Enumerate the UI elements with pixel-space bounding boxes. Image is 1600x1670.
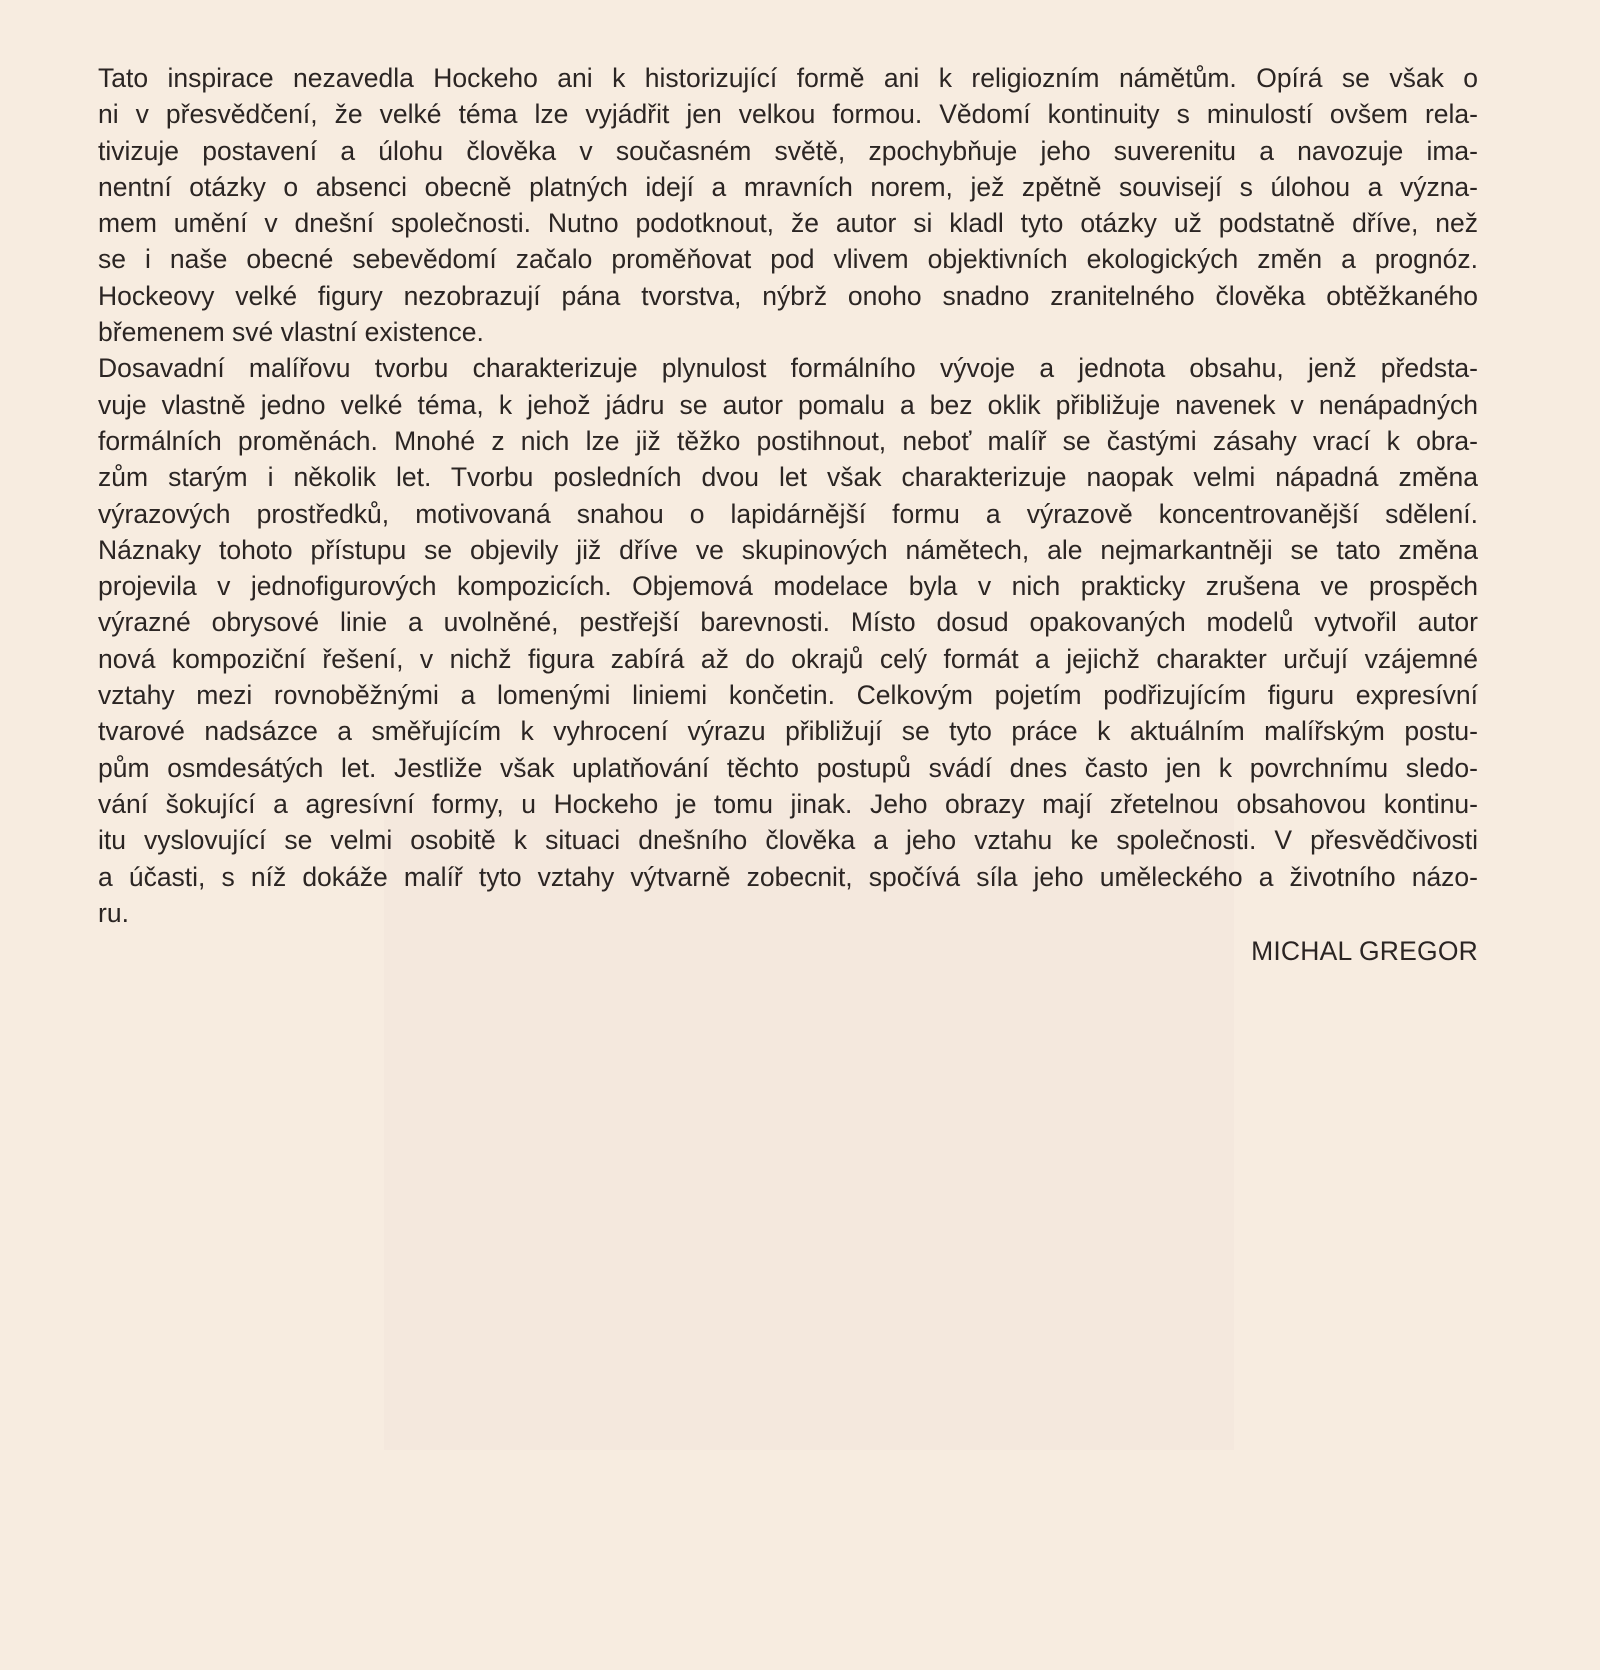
paragraph-1 [98,60,1478,350]
text-line: formálních proměnách. Mnohé z nich lze již těžko postihnout, neboť malíř se častými zásahy vrací k obra- [98,425,1478,456]
text-line: vztahy mezi rovnoběžnými a lomenými liniemi končetin. Celkovým pojetím podřizujícím figuru expresívní [98,680,1478,711]
article-text [98,60,1478,969]
text-line: itu vyslovující se velmi osobitě k situaci dnešního člověka a jeho vztahu ke společnosti. V přesvědčivosti [98,825,1478,856]
text-line: nová kompoziční řešení, v nichž figura zabírá až do okrajů celý formát a jejichž charakter určují vzájemné [98,643,1478,674]
text-line: vuje vlastně jedno velké téma, k jehož jádru se autor pomalu a bez oklik přibližuje navenek v nenápadných [98,389,1478,420]
text-line: ni v přesvědčení, že velké téma lze vyjádřit jen velkou formou. Vědomí kontinuity s minulostí ovšem rela- [98,99,1478,130]
text-line: mem umění v dnešní společnosti. Nutno podotknout, že autor si kladl tyto otázky už podstatně dříve, než [98,208,1478,239]
text-line: výrazových prostředků, motivovaná snahou o lapidárnější formu a výrazově koncentrovanější sdělení. [98,498,1478,529]
text-line: a účasti, s níž dokáže malíř tyto vztahy výtvarně zobecnit, spočívá síla jeho uměleckého a životního názo- [98,861,1478,892]
text-line: Dosavadní malířovu tvorbu charakterizuje plynulost formálního vývoje a jednota obsahu, jenž předsta- [98,353,1478,384]
text-line: ru. [98,897,129,928]
text-line: břemenem své vlastní existence. [98,317,484,348]
text-line: tvarové nadsázce a směřujícím k vyhrocení výrazu přibližují se tyto práce k aktuálním malířským postu- [98,716,1478,747]
text-line: pům osmdesátých let. Jestliže však uplatňování těchto postupů svádí dnes často jen k povrchnímu sledo- [98,752,1478,783]
text-line: Hockeovy velké figury nezobrazují pána tvorstva, nýbrž onoho snadno zranitelného člověka obtěžkaného [98,280,1478,311]
text-line: tivizuje postavení a úlohu člověka v současném světě, zpochybňuje jeho suverenitu a navozuje ima- [98,135,1478,166]
text-line: Tato inspirace nezavedla Hockeho ani k historizující formě ani k religiozním námětům. Opírá se však o [98,63,1478,93]
text-line: se i naše obecné sebevědomí začalo proměňovat pod vlivem objektivních ekologických změn a prognóz. [98,244,1478,275]
text-line: výrazné obrysové linie a uvolněné, pestřejší barevnosti. Místo dosud opakovaných modelů vytvořil autor [98,607,1478,638]
paragraph-2 [98,350,1478,931]
text-line: zům starým i několik let. Tvorbu posledních dvou let však charakterizuje naopak velmi nápadná změna [98,462,1478,493]
text-line: Náznaky tohoto přístupu se objevily již dříve ve skupinových námětech, ale nejmarkantněji se tato změna [98,534,1478,565]
text-line: vání šokující a agresívní formy, u Hockeho je tomu jinak. Jeho obrazy mají zřetelnou obsahovou kontinu- [98,788,1478,819]
text-line: nentní otázky o absenci obecně platných idejí a mravních norem, jež zpětně souvisejí s úlohou a význa- [98,171,1478,202]
author-signature: MICHAL GREGOR [1251,936,1478,967]
text-line: projevila v jednofigurových kompozicích. Objemová modelace byla v nich prakticky zrušena ve prospěch [98,571,1478,602]
